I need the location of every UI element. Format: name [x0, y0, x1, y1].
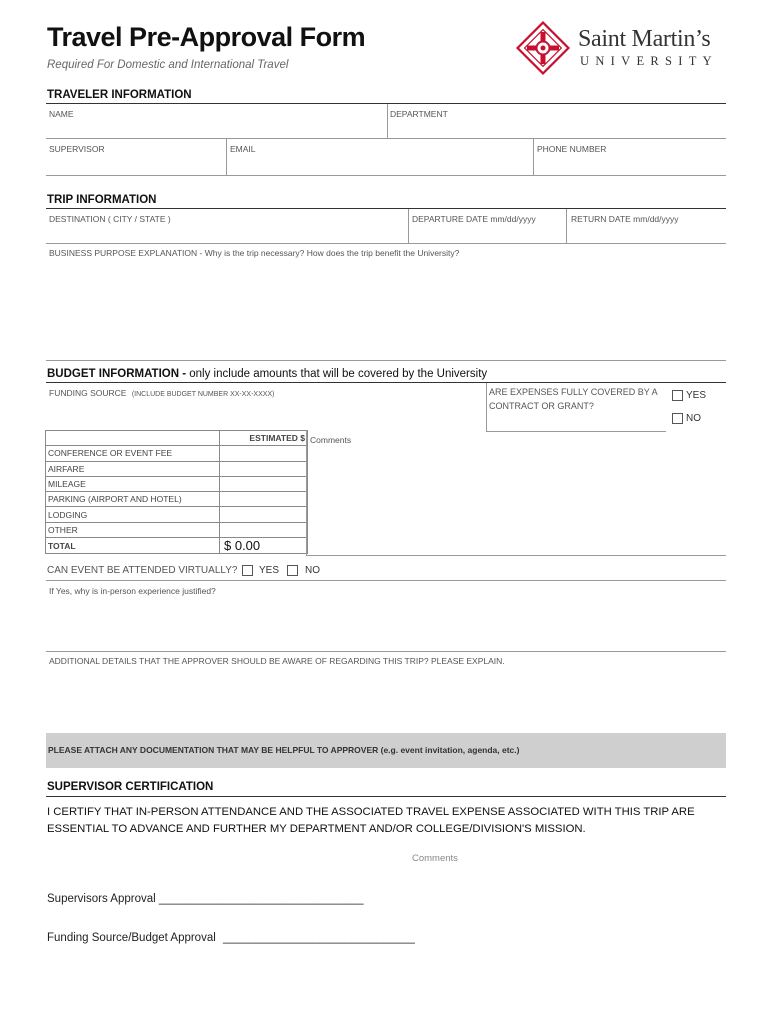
department-field[interactable]	[390, 118, 724, 136]
covered-yes-label: YES	[686, 390, 707, 401]
supervisor-comments-label: Comments	[412, 853, 458, 864]
budget-heading-note: only include amounts that will be covered by the University	[189, 368, 488, 380]
funding-approval-signature-line[interactable]: ______________________________	[223, 932, 415, 944]
name-field[interactable]	[49, 118, 385, 136]
virtual-no-label: NO	[305, 565, 320, 576]
funding-source-label	[49, 388, 274, 398]
phone-field[interactable]	[537, 154, 724, 173]
destination-field[interactable]	[49, 224, 405, 241]
departure-date-field[interactable]	[412, 224, 564, 241]
virtual-no-checkbox[interactable]	[287, 565, 298, 576]
destination-label: DESTINATION ( CITY / STATE )	[49, 214, 171, 224]
logo-subtitle: UNIVERSITY	[580, 54, 718, 68]
field-divider	[408, 209, 409, 243]
row-label: OTHER	[46, 522, 220, 537]
supervisor-comments-field[interactable]	[47, 866, 727, 886]
field-divider	[486, 383, 487, 431]
total-label: TOTAL	[46, 538, 220, 554]
email-field[interactable]	[230, 154, 530, 173]
section-rule	[46, 796, 726, 797]
supervisor-approval-row	[47, 893, 364, 905]
field-rule	[46, 138, 726, 139]
mileage-amount[interactable]	[220, 476, 308, 491]
field-rule	[46, 360, 726, 361]
budget-comments-field[interactable]	[310, 448, 724, 553]
trip-section-heading: TRIP INFORMATION	[47, 194, 157, 206]
section-rule	[46, 208, 726, 209]
row-label: CONFERENCE OR EVENT FEE	[46, 446, 220, 461]
department-label: DEPARTMENT	[390, 109, 448, 119]
covered-yes-checkbox[interactable]	[672, 390, 683, 401]
contract-grant-question: ARE EXPENSES FULLY COVERED BY A CONTRACT OR GRANT?	[489, 387, 658, 411]
estimated-header: ESTIMATED $	[220, 431, 308, 446]
email-label: EMAIL	[230, 144, 256, 154]
additional-details-field[interactable]	[49, 668, 724, 730]
attachment-banner-text: PLEASE ATTACH ANY DOCUMENTATION THAT MAY BE HELPFUL TO APPROVER (e.g. event invitation, agenda, etc.)	[48, 745, 520, 755]
departure-date-label: DEPARTURE DATE mm/dd/yyyy	[412, 214, 536, 224]
table-row	[46, 461, 308, 476]
budget-table	[45, 430, 308, 554]
virtual-yes-label: YES	[259, 565, 280, 576]
comments-divider	[306, 430, 307, 555]
comments-label: Comments	[310, 435, 352, 445]
table-row	[46, 476, 308, 491]
total-value: $ 0.00	[220, 538, 308, 554]
budget-heading-label: BUDGET INFORMATION -	[47, 368, 187, 380]
supervisor-approval-label: Supervisors Approval	[47, 893, 156, 905]
row-label: AIRFARE	[46, 461, 220, 476]
field-rule	[46, 580, 726, 581]
certification-statement: I CERTIFY THAT IN-PERSON ATTENDANCE AND THE ASSOCIATED TRAVEL EXPENSE ASSOCIATED WITH THIS TRIP ARE ESSENTIAL TO ADVANCE AND FURTHER MY DEPARTMENT AND/OR COLLEGE/DIVISION'S MISSION.	[47, 806, 695, 835]
field-rule	[486, 431, 666, 432]
justification-label: If Yes, why is in-person experience justified?	[49, 586, 216, 596]
funding-approval-row	[47, 932, 415, 944]
field-divider	[533, 139, 534, 175]
return-date-field[interactable]	[571, 224, 724, 241]
section-rule	[46, 103, 726, 104]
supervisor-field[interactable]	[49, 154, 224, 173]
traveler-section-heading: TRAVELER INFORMATION	[47, 89, 192, 101]
field-rule	[46, 651, 726, 652]
form-title: Travel Pre-Approval Form	[47, 22, 366, 52]
row-label: PARKING (AIRPORT AND HOTEL)	[46, 492, 220, 507]
field-rule	[46, 175, 726, 176]
virtual-yes-checkbox[interactable]	[242, 565, 253, 576]
supervisor-approval-signature-line[interactable]: ________________________________	[158, 893, 364, 905]
table-row	[46, 446, 308, 461]
airfare-amount[interactable]	[220, 461, 308, 476]
logo-wordmark: Saint Martin’s	[578, 26, 711, 52]
field-rule	[306, 555, 726, 556]
field-rule	[46, 243, 726, 244]
virtual-question: CAN EVENT BE ATTENDED VIRTUALLY?	[47, 565, 238, 576]
supervisor-label: SUPERVISOR	[49, 144, 105, 154]
business-purpose-field[interactable]	[49, 260, 724, 358]
university-seal-icon	[515, 20, 571, 76]
justification-field[interactable]	[49, 598, 724, 648]
name-label: NAME	[49, 109, 74, 119]
funding-source-note: (INCLUDE BUDGET NUMBER XX-XX-XXXX)	[131, 391, 275, 398]
covered-no-label: NO	[686, 413, 701, 424]
supervisor-section-heading: SUPERVISOR CERTIFICATION	[47, 781, 214, 793]
return-date-label: RETURN DATE mm/dd/yyyy	[571, 214, 679, 224]
phone-label: PHONE NUMBER	[537, 144, 607, 154]
funding-source-label-text: FUNDING SOURCE	[49, 388, 127, 398]
covered-no-checkbox[interactable]	[672, 413, 683, 424]
additional-details-label: ADDITIONAL DETAILS THAT THE APPROVER SHOULD BE AWARE OF REGARDING THIS TRIP? PLEASE EXPLAIN.	[49, 656, 505, 666]
table-row	[46, 492, 308, 507]
table-header-row	[46, 431, 308, 446]
budget-section-heading	[47, 368, 487, 380]
field-divider	[387, 104, 388, 138]
field-divider	[566, 209, 567, 243]
row-label: MILEAGE	[46, 476, 220, 491]
table-corner-cell	[46, 431, 220, 446]
other-amount[interactable]	[220, 522, 308, 537]
field-divider	[226, 139, 227, 175]
form-subtitle: Required For Domestic and International Travel	[47, 59, 289, 71]
conference-fee-amount[interactable]	[220, 446, 308, 461]
business-purpose-label: BUSINESS PURPOSE EXPLANATION - Why is the trip necessary? How does the trip benefit the University?	[49, 248, 460, 258]
lodging-amount[interactable]	[220, 507, 308, 522]
row-label: LODGING	[46, 507, 220, 522]
table-row	[46, 507, 308, 522]
section-rule	[46, 382, 726, 383]
funding-source-field[interactable]	[49, 400, 481, 428]
parking-amount[interactable]	[220, 492, 308, 507]
funding-approval-label: Funding Source/Budget Approval	[47, 932, 216, 944]
table-row	[46, 522, 308, 537]
total-row	[46, 538, 308, 554]
